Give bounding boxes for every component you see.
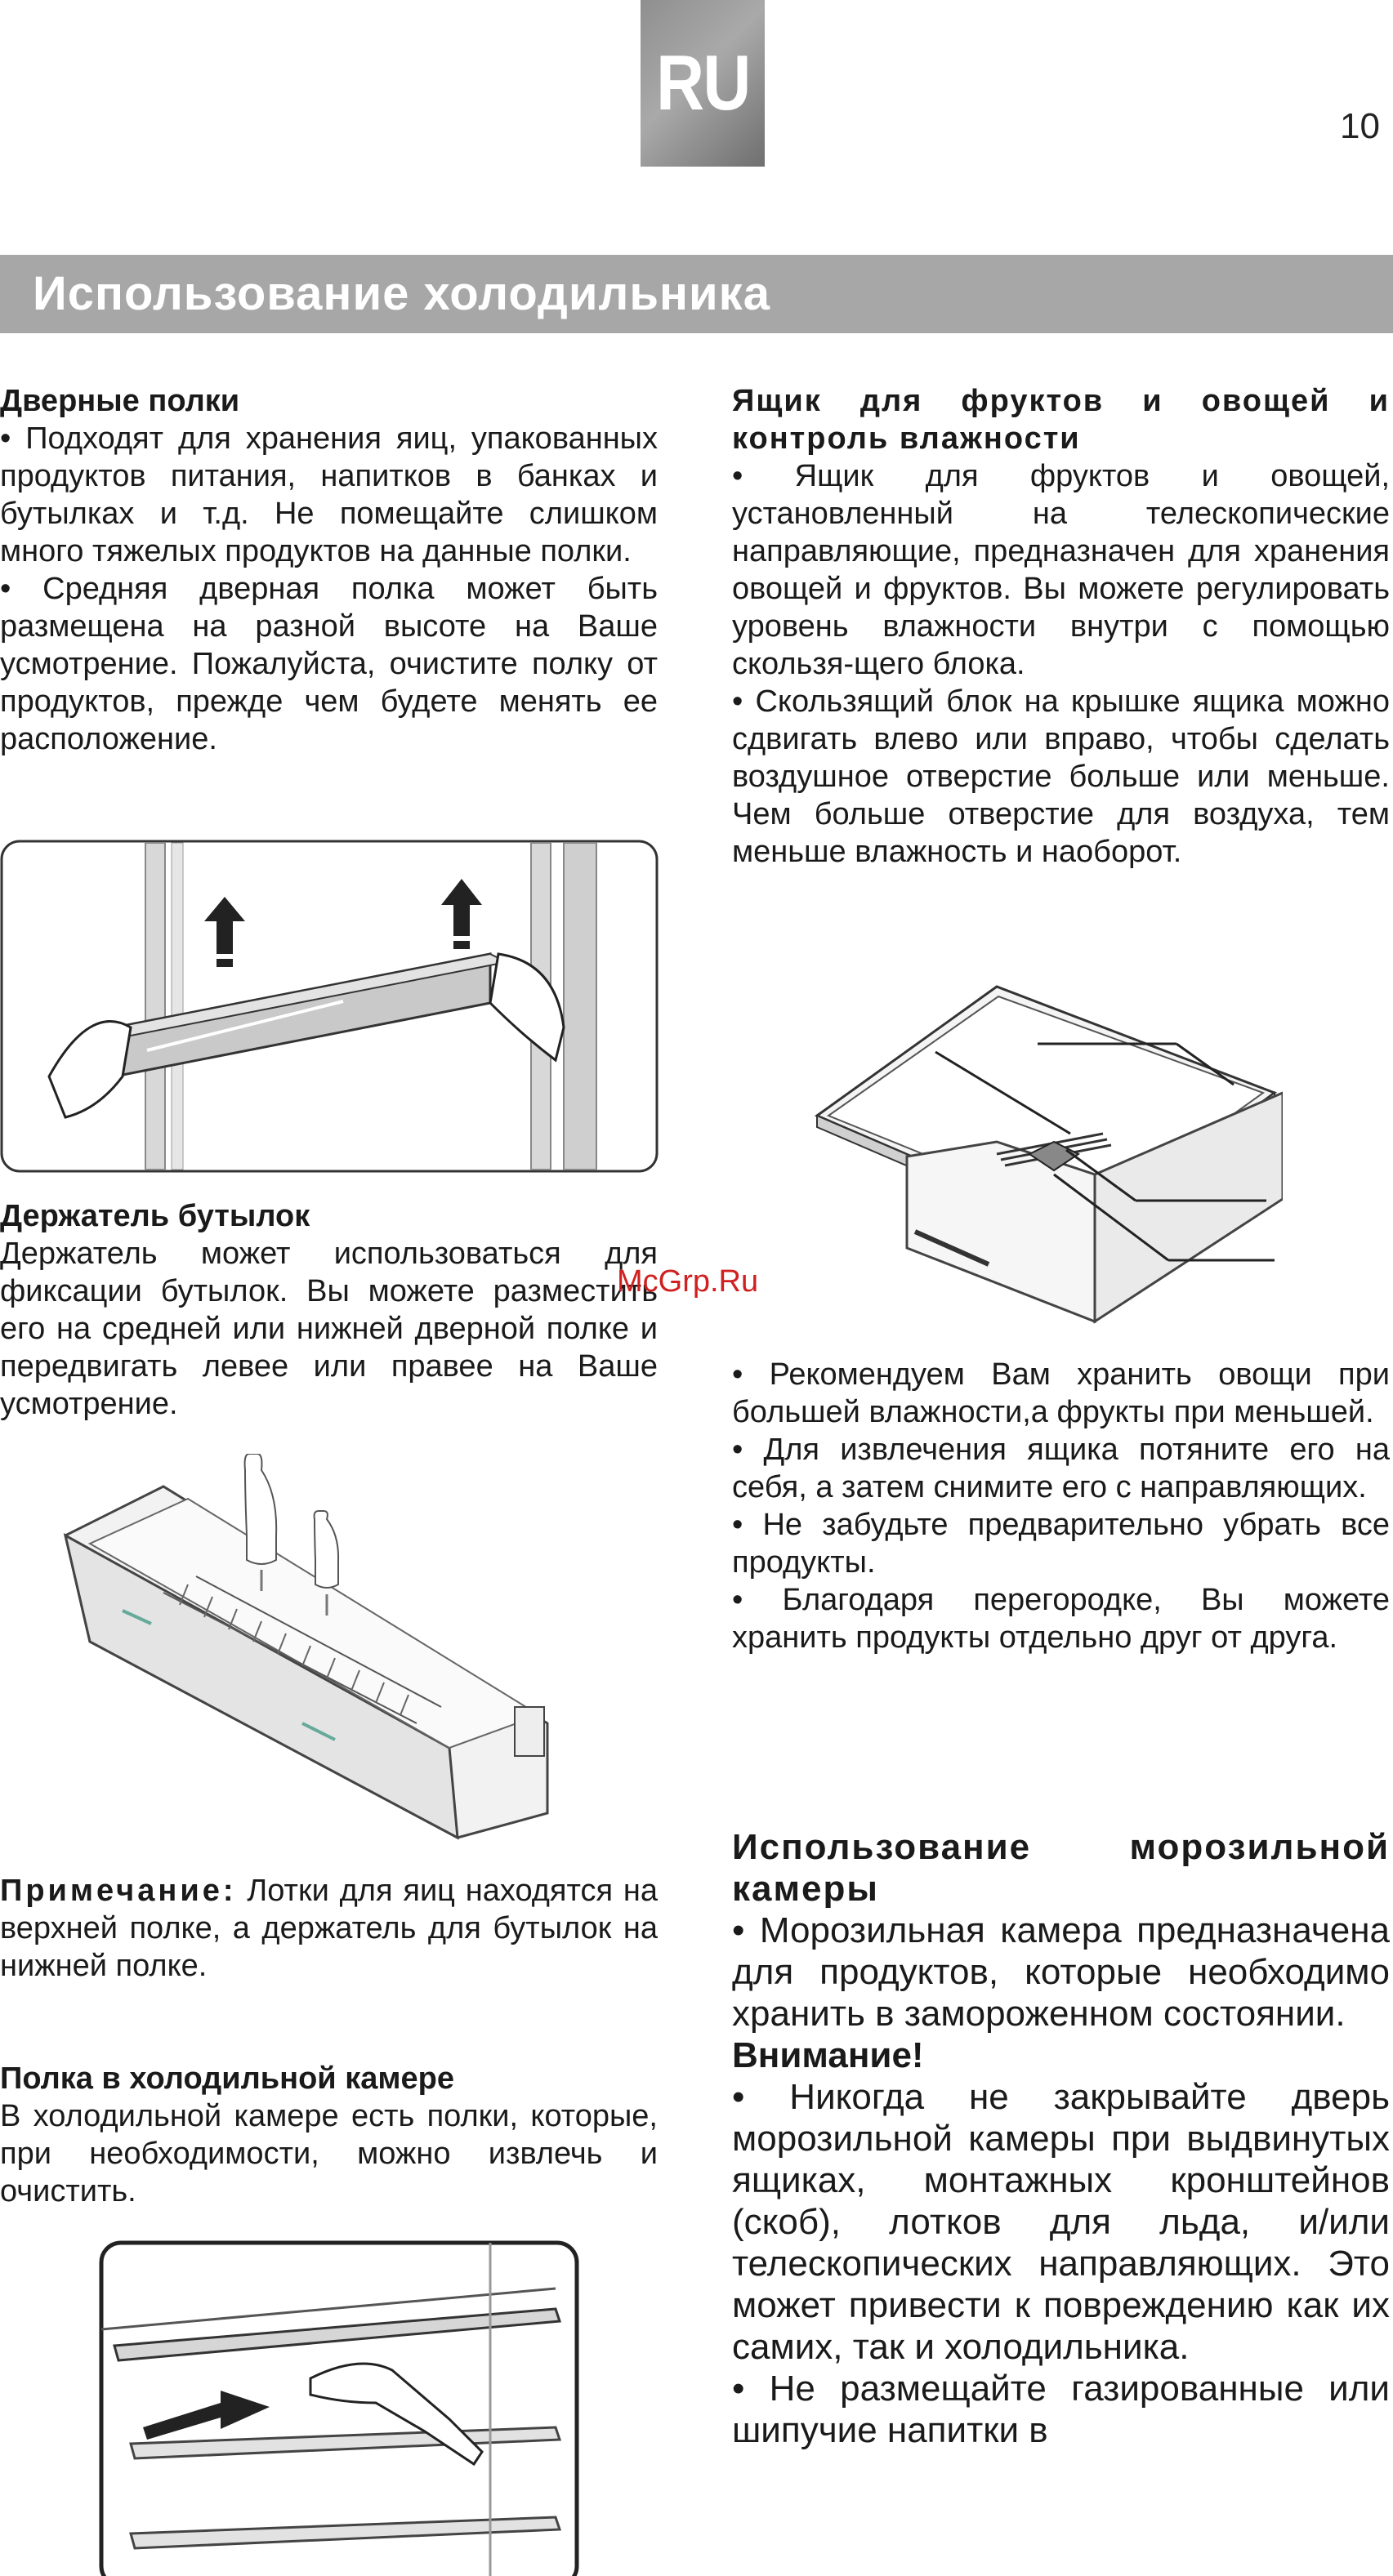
page-number: 10 [1340, 106, 1380, 146]
paragraph: • Скользящий блок на крышке ящика можно сдвигать влево или вправо, чтобы сделать воздушное отверстие больше или меньше. Чем больше отверстие для воздуха, тем меньше влажность и наоборот. [732, 684, 1390, 869]
paragraph: • Ящик для фруктов и овощей, установленный на телескопические направляющие, предназначен для хранения овощей и фруктов. Вы можете регулировать уровень влажности внутри с помощью скользя-щего блока. [732, 459, 1390, 681]
paragraph: • Для извлечения ящика потяните его на себя, а затем снимите его с направляющих. [732, 1433, 1390, 1504]
section-heading: Держатель бутылок [0, 1199, 310, 1233]
paragraph: Держатель может использоваться для фиксации бутылок. Вы можете разместить его на средней или нижней дверной полке и передвигать левее или правее на Ваше усмотрение. [0, 1237, 658, 1421]
paragraph: • Рекомендуем Вам хранить овощи при большей влажности,а фрукты при меньшей. [732, 1357, 1390, 1429]
paragraph: • Благодаря перегородке, Вы можете хранить продукты отдельно друг от друга. [732, 1583, 1390, 1655]
language-badge [641, 0, 765, 167]
paragraph: • Никогда не закрывайте дверь морозильной камеры при выдвинутых ящиках, монтажных кронштейнов (скоб), лотков для льда, и/или телескопических направляющих. Это может привести к повреждению как их самих, так и холодильника. [732, 2077, 1390, 2367]
section-heading: Дверные полки [0, 384, 240, 418]
paragraph: • Средняя дверная полка может быть размещена на разной высоте на Ваше усмотрение. Пожалуйста, очистите полку от продуктов, прежде чем будете менять ее расположение. [0, 572, 658, 756]
section-heading: Использование морозильной камеры [732, 1827, 1390, 1909]
fridge-shelf-illustration [98, 2240, 580, 2576]
paragraph: В холодильной камере есть полки, которые, при необходимости, можно извлечь и очистить. [0, 2099, 658, 2208]
crisper-section [732, 382, 1390, 871]
language-code: RU [655, 39, 750, 127]
paragraph: • Морозильная камера предназначена для продуктов, которые необходимо хранить в замороженном состоянии. [732, 1910, 1390, 2034]
paragraph: • Подходят для хранения яиц, упакованных продуктов питания, напитков в банках и бутылках и т.д. Не помещайте слишком много тяжелых продуктов на данные полки. [0, 421, 658, 568]
door-shelf-illustration [0, 840, 659, 1173]
note-text: Лотки для яиц находятся на верхней полке, а держатель для бутылок на нижней полке. [0, 1874, 658, 1983]
section-heading: Ящик для фруктов и овощей и контроль влажности [732, 384, 1390, 456]
bottle-holder-section [0, 1197, 658, 1423]
fridge-shelf-section [0, 2060, 658, 2210]
page-title: Использование холодильника [0, 255, 1393, 333]
attention-heading: Внимание! [732, 2035, 924, 2075]
bottle-holder-illustration [57, 1454, 564, 1846]
note-label: Примечание: [0, 1874, 237, 1908]
watermark: McGrp.Ru [617, 1264, 759, 1299]
crisper-drawer-illustration [809, 978, 1283, 1330]
freezer-section [732, 1826, 1390, 2451]
note-section [0, 1872, 658, 1985]
door-shelves-section [0, 382, 658, 758]
paragraph [0, 1872, 658, 1985]
paragraph: • Не размещайте газированные или шипучие напитки в [732, 2369, 1390, 2450]
section-heading: Полка в холодильной камере [0, 2061, 454, 2096]
crisper-tips [732, 1356, 1390, 1656]
paragraph: • Не забудьте предварительно убрать все продукты. [732, 1508, 1390, 1580]
